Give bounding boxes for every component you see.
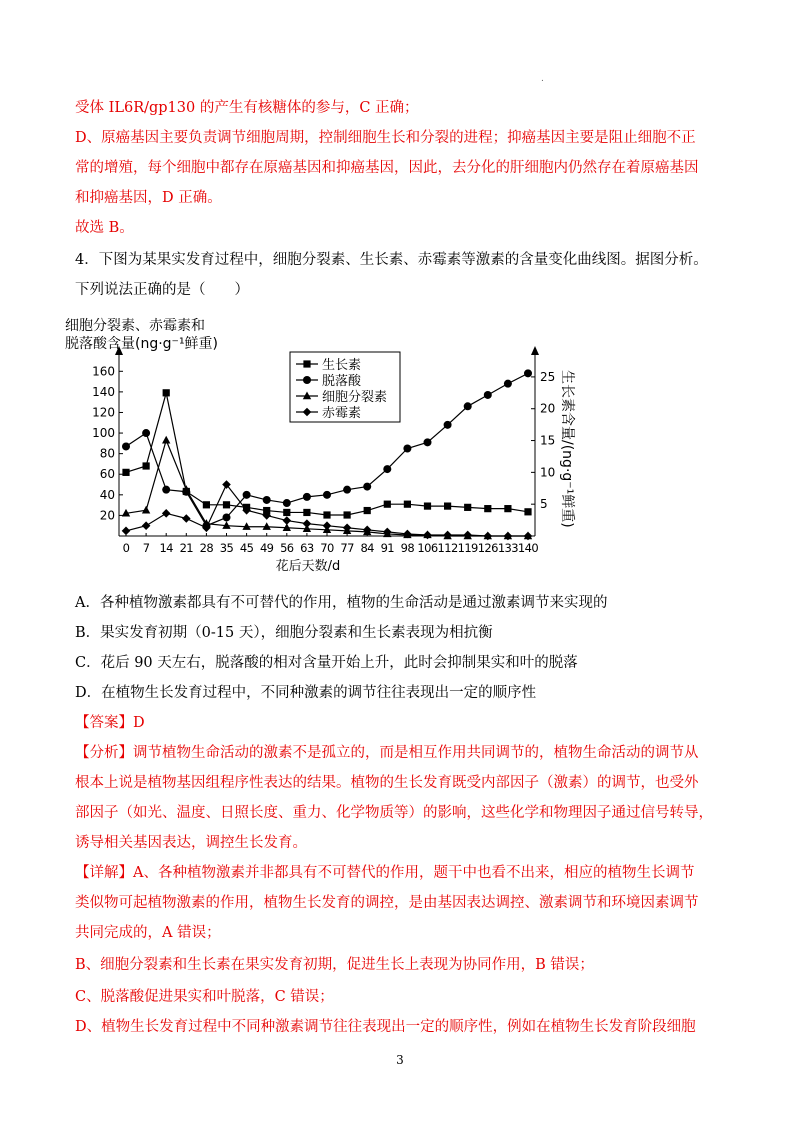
x-tick-label: 63 bbox=[300, 541, 314, 555]
left-y-tick-label: 140 bbox=[92, 384, 115, 399]
series-3-point bbox=[383, 528, 392, 537]
text-line-d2: 类似物可起植物激素的作用，植物生长发育的调控，是由基因表达调控、激素调节和环境因素调节 bbox=[75, 895, 699, 911]
x-tick-label: 14 bbox=[159, 541, 173, 555]
series-1-point bbox=[223, 513, 231, 521]
left-y-tick-label: 100 bbox=[92, 426, 115, 441]
left-y-tick-label: 20 bbox=[99, 508, 115, 523]
x-tick-label: 98 bbox=[400, 541, 415, 555]
series-0-point bbox=[504, 505, 511, 512]
series-2-point bbox=[162, 436, 170, 444]
x-tick-label: 119 bbox=[457, 541, 478, 555]
x-tick-label: 21 bbox=[179, 541, 194, 555]
series-0-point bbox=[364, 507, 371, 514]
text-line-d5: C、脱落酸促进果实和叶脱落，C 错误； bbox=[75, 989, 334, 1005]
legend-label: 生长素 bbox=[322, 358, 362, 373]
series-1-point bbox=[383, 465, 391, 473]
x-tick-label: 126 bbox=[477, 541, 498, 555]
series-0-point bbox=[384, 501, 391, 508]
series-0-point bbox=[444, 502, 451, 509]
series-0-point bbox=[122, 469, 129, 476]
text-line-oB: B．果实发育初期（0-15 天），细胞分裂素和生长素表现为相抗衡 bbox=[75, 625, 493, 641]
series-0-point bbox=[484, 505, 491, 512]
series-2-point bbox=[263, 522, 271, 530]
text-line-l6: 4．下图为某果实发育过程中，细胞分裂素、生长素、赤霉素等激素的含量变化曲线图。据图分析。 bbox=[75, 252, 708, 268]
left-y-tick-label: 80 bbox=[99, 446, 115, 461]
x-tick-label: 0 bbox=[122, 541, 130, 555]
page-number: 3 bbox=[396, 1053, 404, 1067]
series-0-point bbox=[344, 511, 351, 518]
legend-marker bbox=[303, 360, 310, 367]
series-3-point bbox=[162, 509, 171, 518]
series-0-point bbox=[303, 509, 310, 516]
x-tick-label: 84 bbox=[360, 541, 374, 555]
series-0-point bbox=[143, 462, 150, 469]
series-1-point bbox=[303, 493, 311, 501]
text-line-ans: 【答案】D bbox=[75, 715, 145, 731]
x-tick-label: 140 bbox=[517, 541, 539, 555]
x-tick-label: 91 bbox=[380, 541, 395, 555]
text-line-l5: 故选 B。 bbox=[75, 220, 134, 236]
x-axis-label: 花后天数/d bbox=[275, 559, 341, 574]
series-2-point bbox=[142, 506, 150, 514]
text-line-an1: 【分析】调节植物生命活动的激素不是孤立的，而是相互作用共同调节的，植物生命活动的调节从 bbox=[75, 745, 699, 761]
series-3-point bbox=[303, 519, 312, 528]
x-tick-label: 133 bbox=[497, 541, 518, 555]
x-tick-label: 70 bbox=[320, 541, 334, 555]
series-0-point bbox=[223, 501, 230, 508]
text-line-an4: 诱导相关基因表达，调控生长发育。 bbox=[75, 835, 307, 851]
text-line-d4: B、细胞分裂素和生长素在果实发育初期，促进生长上表现为协同作用，B 错误； bbox=[75, 957, 594, 973]
text-line-d1: 【详解】A、各种植物激素并非都具有不可替代的作用，题干中也看不出来，相应的植物生长调节 bbox=[75, 865, 695, 881]
series-1-point bbox=[343, 486, 351, 494]
series-0-point bbox=[203, 501, 210, 508]
series-1-point bbox=[504, 380, 512, 388]
text-line-l1: 受体 IL6R/gp130 的产生有核糖体的参与，C 正确； bbox=[75, 100, 419, 116]
right-axis-arrow bbox=[531, 346, 539, 355]
hormone-chart bbox=[60, 308, 575, 583]
left-y-tick-label: 40 bbox=[99, 487, 115, 502]
text-line-l4: 和抑癌基因，D 正确。 bbox=[75, 190, 222, 206]
series-3-point bbox=[323, 521, 332, 530]
series-1-point bbox=[464, 402, 472, 410]
x-tick-label: 49 bbox=[259, 541, 274, 555]
legend-label: 细胞分裂素 bbox=[322, 390, 388, 405]
x-tick-label: 35 bbox=[219, 541, 234, 555]
text-line-oD: D．在植物生长发育过程中，不同种激素的调节往往表现出一定的顺序性 bbox=[75, 685, 537, 701]
text-line-oA: A．各种植物激素都具有不可替代的作用，植物的生命活动是通过激素调节来实现的 bbox=[75, 595, 608, 611]
series-1-point bbox=[122, 442, 130, 450]
legend-label: 赤霉素 bbox=[322, 406, 362, 421]
right-y-tick-label: 10 bbox=[540, 465, 556, 480]
text-line-l3: 常的增殖，每个细胞中都存在原癌基因和抑癌基因，因此，去分化的肝细胞内仍然存在着原癌基因 bbox=[75, 160, 699, 176]
x-tick-label: 77 bbox=[340, 541, 354, 555]
series-1-point bbox=[444, 421, 452, 429]
series-3-point bbox=[142, 521, 151, 530]
series-1-point bbox=[363, 483, 371, 491]
series-1-point bbox=[142, 429, 150, 437]
series-0-point bbox=[404, 501, 411, 508]
x-tick-label: 28 bbox=[199, 541, 214, 555]
legend-label: 脱落酸 bbox=[322, 374, 362, 389]
text-line-d6: D、植物生长发育过程中不同种激素调节往往表现出一定的顺序性，例如在植物生长发育阶段细胞 bbox=[75, 1019, 696, 1035]
right-y-tick-label: 5 bbox=[540, 497, 548, 512]
series-0-point bbox=[464, 504, 471, 511]
series-1-point bbox=[243, 491, 251, 499]
x-tick-label: 45 bbox=[239, 541, 254, 555]
left-axis-label-line1: 细胞分裂素、赤霉素和 bbox=[65, 318, 205, 334]
series-0-point bbox=[524, 508, 531, 515]
x-tick-label: 56 bbox=[280, 541, 294, 555]
right-axis-label: 生长素含量/(ng·g⁻¹鲜重) bbox=[559, 370, 575, 528]
series-0-point bbox=[283, 509, 290, 516]
series-1-point bbox=[524, 369, 532, 377]
series-1-point bbox=[162, 486, 170, 494]
header-dot: . bbox=[541, 74, 544, 84]
series-1-point bbox=[263, 496, 271, 504]
series-3-point bbox=[122, 527, 131, 536]
left-axis-label-line2: 脱落酸含量(ng·g⁻¹鲜重) bbox=[65, 336, 219, 352]
series-3-point bbox=[363, 526, 372, 535]
left-y-tick-label: 160 bbox=[92, 364, 115, 379]
left-y-tick-label: 60 bbox=[99, 467, 115, 482]
text-line-an3: 部因子（如光、温度、日照长度、重力、化学物质等）的影响，这些化学和物理因子通过信号转导， bbox=[75, 805, 713, 821]
series-1-point bbox=[403, 445, 411, 453]
series-3-point bbox=[283, 516, 292, 525]
x-tick-label: 106 bbox=[417, 541, 438, 555]
right-y-tick-label: 20 bbox=[540, 401, 556, 416]
series-1-point bbox=[484, 391, 492, 399]
series-1-point bbox=[424, 438, 432, 446]
text-line-l2: D、原癌基因主要负责调节细胞周期，控制细胞生长和分裂的进程；抑癌基因主要是阻止细胞不正 bbox=[75, 130, 696, 146]
x-tick-label: 7 bbox=[142, 541, 150, 555]
series-0-point bbox=[323, 511, 330, 518]
right-y-tick-label: 15 bbox=[540, 433, 556, 448]
series-1-point bbox=[283, 499, 291, 507]
text-line-d3: 共同完成的，A 错误； bbox=[75, 925, 221, 941]
left-y-tick-label: 120 bbox=[92, 405, 115, 420]
text-line-oC: C．花后 90 天左右，脱落酸的相对含量开始上升，此时会抑制果实和叶的脱落 bbox=[75, 655, 578, 671]
text-line-l7: 下列说法正确的是（ ） bbox=[75, 282, 249, 298]
series-0-point bbox=[424, 502, 431, 509]
x-tick-label: 112 bbox=[437, 541, 458, 555]
right-y-tick-label: 25 bbox=[540, 369, 556, 384]
legend-marker bbox=[303, 376, 311, 384]
series-3-point bbox=[182, 514, 191, 523]
series-1-point bbox=[323, 491, 331, 499]
text-line-an2: 根本上说是植物基因组程序性表达的结果。植物的生长发育既受内部因子（激素）的调节，也受外 bbox=[75, 775, 699, 791]
series-0-point bbox=[163, 389, 170, 396]
